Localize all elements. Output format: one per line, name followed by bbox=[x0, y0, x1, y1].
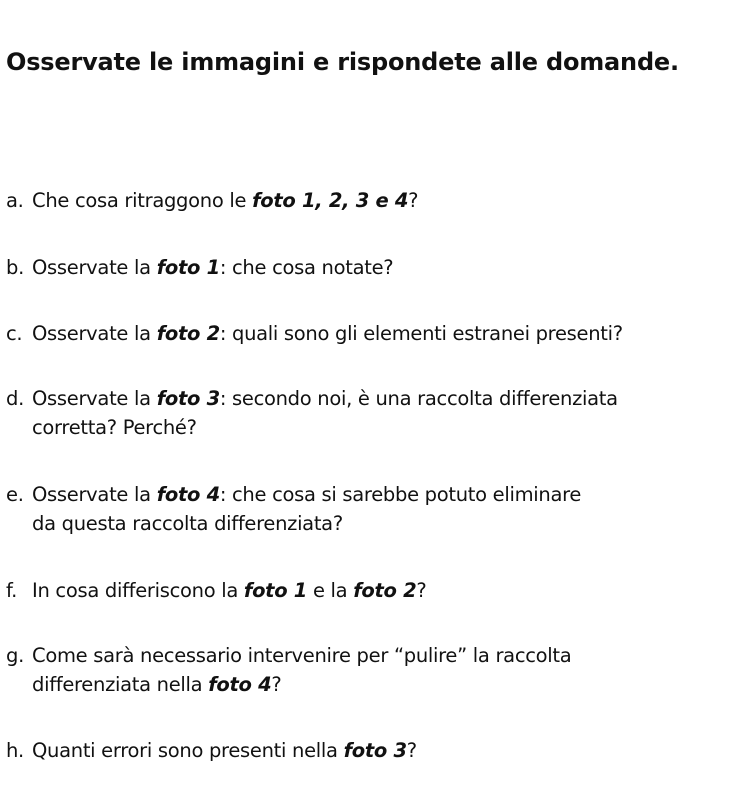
question-line bbox=[6, 576, 731, 605]
question-text: : secondo noi, è una raccolta differenziata bbox=[219, 387, 618, 410]
question-text: : quali sono gli elementi estranei presenti? bbox=[219, 322, 623, 345]
question-line bbox=[6, 384, 731, 413]
question-letter: h. bbox=[6, 739, 24, 762]
question-g bbox=[6, 641, 731, 699]
question-line bbox=[6, 641, 731, 670]
photo-ref: foto 1, 2, 3 e 4 bbox=[252, 189, 409, 212]
question-letter: e. bbox=[6, 483, 24, 506]
question-line bbox=[6, 736, 731, 765]
question-text: In cosa differiscono la bbox=[32, 579, 244, 602]
question-text: ? bbox=[406, 739, 417, 762]
question-text: Che cosa ritraggono le bbox=[32, 189, 253, 212]
question-text: Osservate la bbox=[32, 322, 157, 345]
question-d bbox=[6, 384, 731, 442]
question-text: corretta? Perché? bbox=[32, 416, 197, 439]
question-text: da questa raccolta differenziata? bbox=[32, 512, 343, 535]
photo-ref: foto 4 bbox=[208, 673, 272, 696]
question-line bbox=[6, 186, 731, 215]
question-letter: d. bbox=[6, 387, 24, 410]
question-text: ? bbox=[408, 189, 419, 212]
question-line bbox=[6, 319, 731, 348]
photo-ref: foto 2 bbox=[353, 579, 417, 602]
question-text: Quanti errori sono presenti nella bbox=[32, 739, 344, 762]
photo-ref: foto 3 bbox=[343, 739, 407, 762]
question-text: Osservate la bbox=[32, 256, 157, 279]
question-text: Osservate la bbox=[32, 387, 157, 410]
photo-ref: foto 1 bbox=[156, 256, 220, 279]
photo-ref: foto 4 bbox=[156, 483, 220, 506]
photo-ref: foto 3 bbox=[156, 387, 220, 410]
question-f bbox=[6, 576, 731, 605]
question-e bbox=[6, 480, 731, 538]
question-text: : che cosa notate? bbox=[219, 256, 394, 279]
question-line bbox=[6, 480, 731, 509]
photo-ref: foto 1 bbox=[243, 579, 308, 602]
question-letter: b. bbox=[6, 256, 24, 279]
question-letter: c. bbox=[6, 322, 23, 345]
question-text: ? bbox=[271, 673, 282, 696]
question-c bbox=[6, 319, 731, 348]
question-a bbox=[6, 186, 731, 215]
question-text: Come sarà necessario intervenire per “pulire” la raccolta bbox=[32, 644, 572, 667]
question-text: e la bbox=[307, 579, 354, 602]
question-text: Osservate la bbox=[32, 483, 157, 506]
question-letter: f. bbox=[6, 579, 18, 602]
question-text: ? bbox=[416, 579, 427, 602]
question-text: : che cosa si sarebbe potuto eliminare bbox=[219, 483, 582, 506]
question-line bbox=[6, 253, 731, 282]
page-title: Osservate le immagini e rispondete alle domande. bbox=[6, 48, 679, 76]
photo-ref: foto 2 bbox=[156, 322, 220, 345]
question-letter: g. bbox=[6, 644, 24, 667]
question-line bbox=[6, 670, 731, 699]
question-b bbox=[6, 253, 731, 282]
question-letter: a. bbox=[6, 189, 24, 212]
question-h bbox=[6, 736, 731, 765]
question-text: differenziata nella bbox=[32, 673, 209, 696]
